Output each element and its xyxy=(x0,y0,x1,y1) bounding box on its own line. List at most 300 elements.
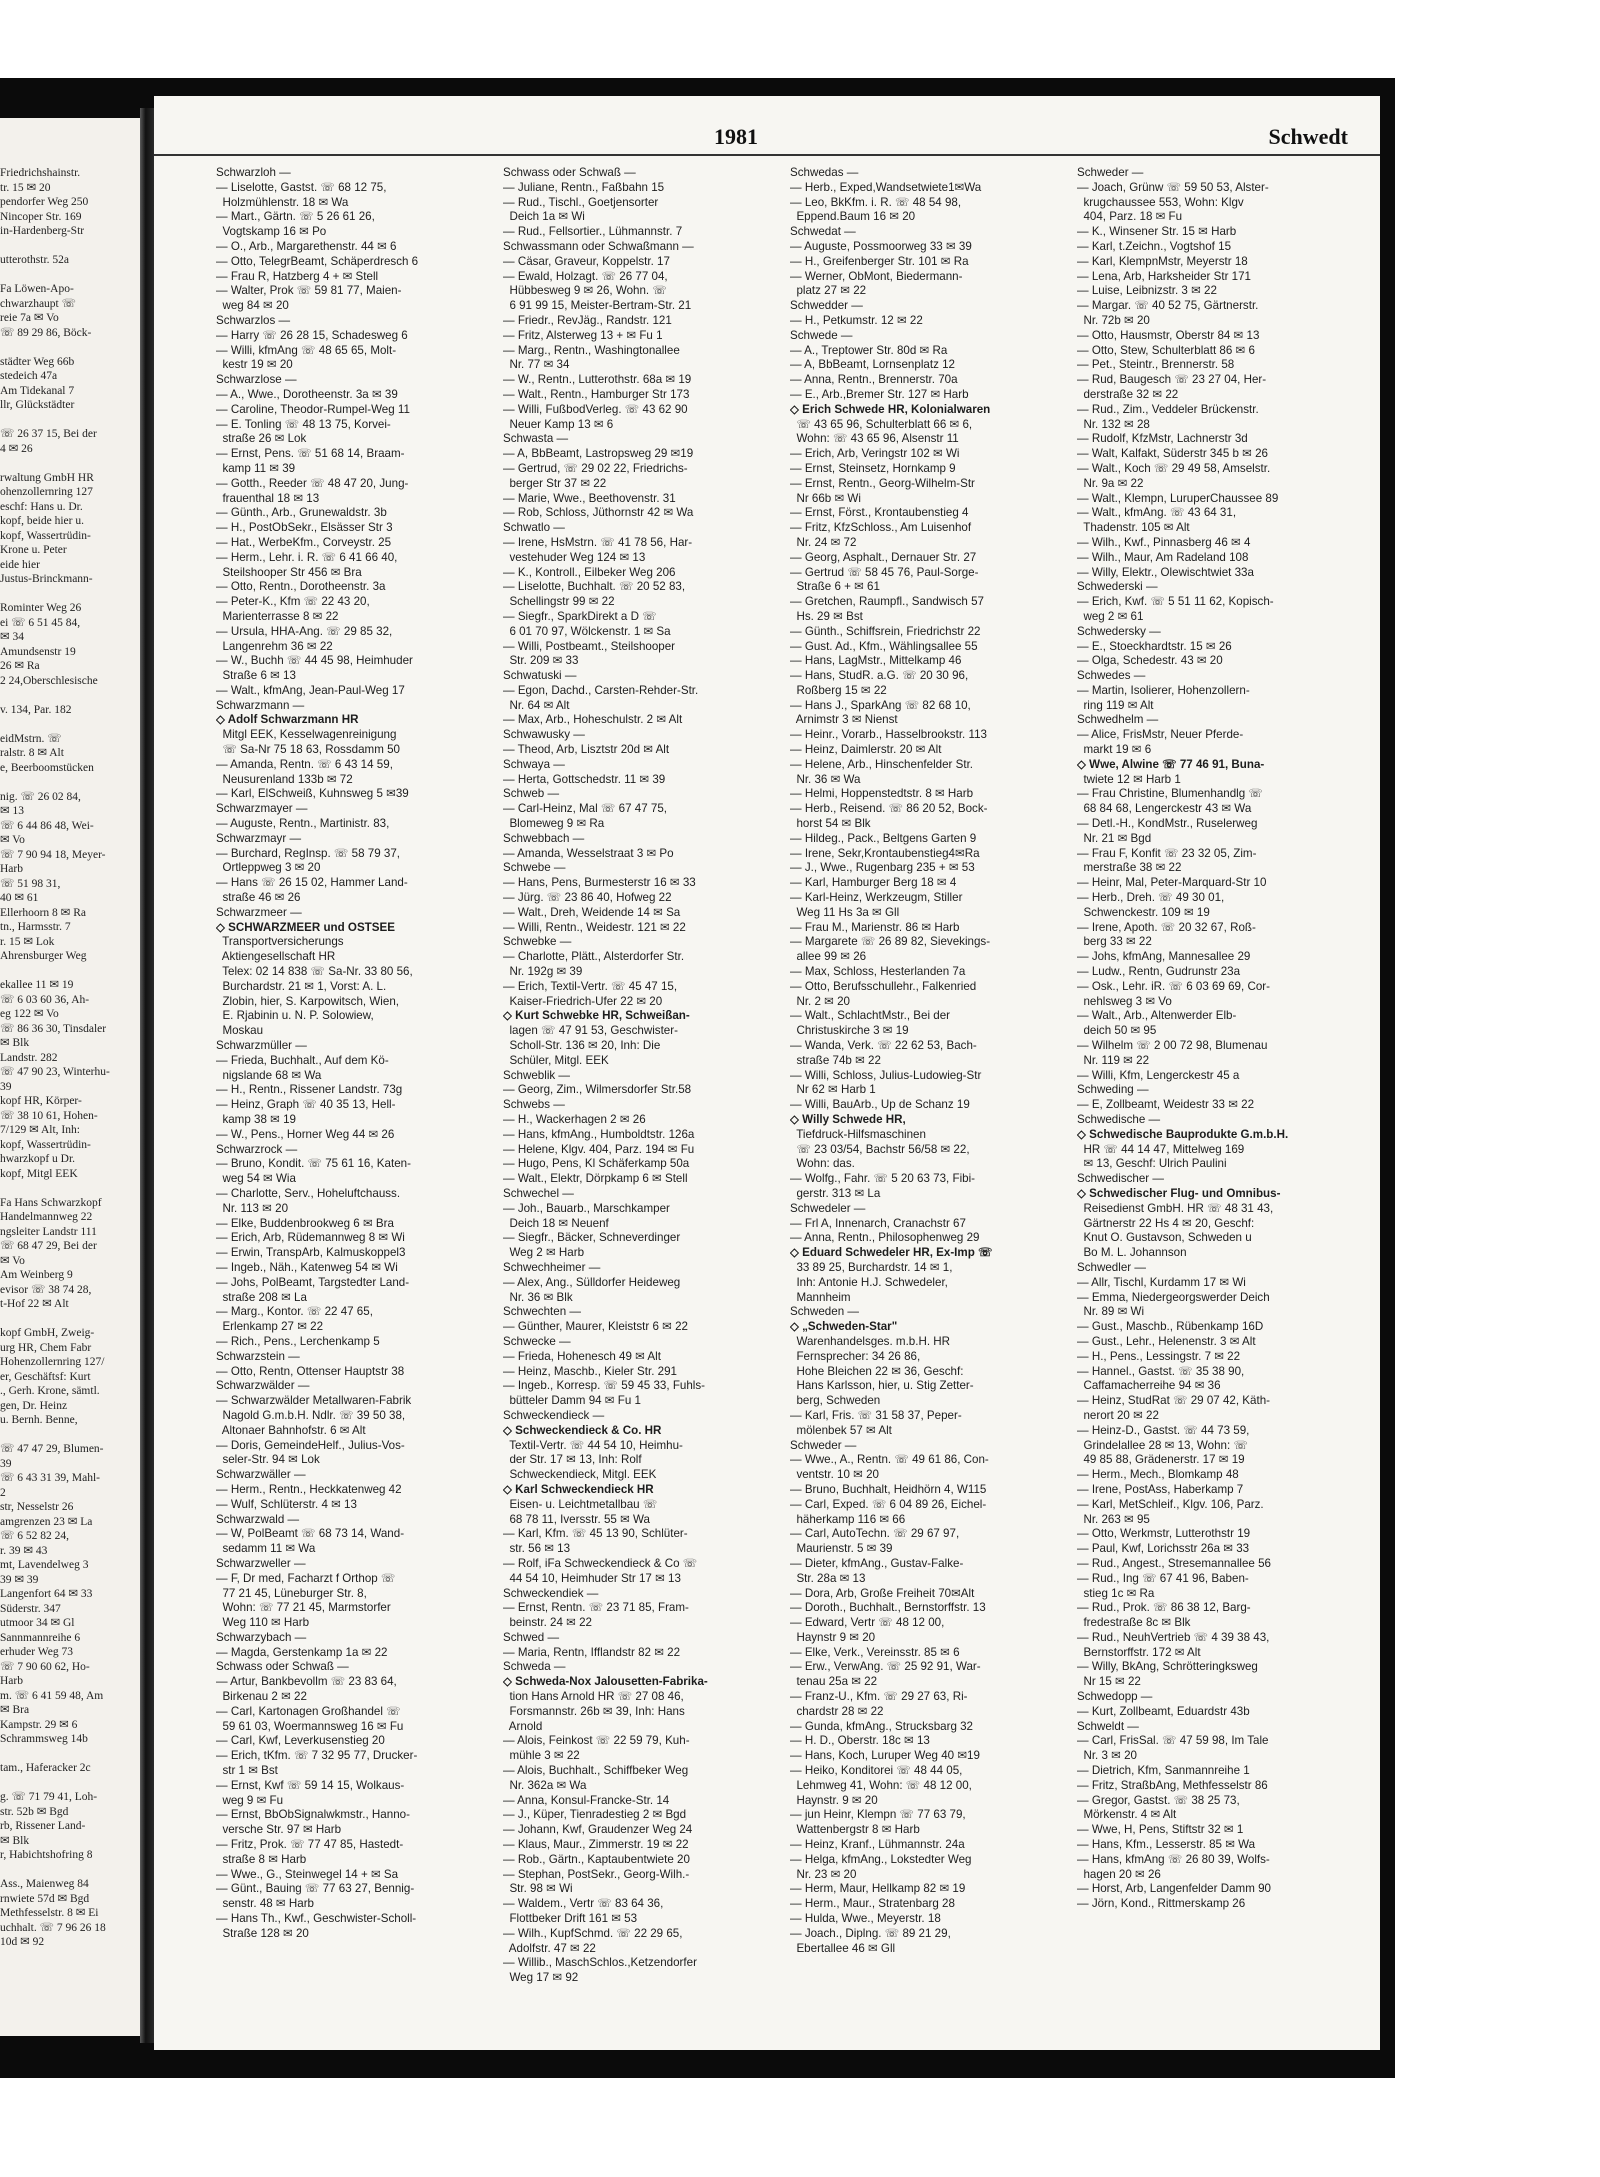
directory-line: — E., Stoeckhardtstr. 15 ✉ 26 xyxy=(1077,639,1232,653)
directory-line: — Gregor, Gastst. ☏ 38 25 73, xyxy=(1077,1793,1240,1807)
directory-line: 68 78 11, Iversstr. 55 ✉ Wa xyxy=(503,1512,650,1526)
surname-heading: Schwedischer — xyxy=(1077,1172,1164,1186)
directory-line: 40 ✉ 61 xyxy=(0,892,39,904)
directory-line: 10d ✉ 92 xyxy=(0,1936,45,1948)
directory-line: — Günt., Bauing ☏ 77 63 27, Bennig- xyxy=(216,1882,415,1896)
directory-line: Str. 209 ✉ 33 xyxy=(503,654,579,668)
directory-line: — Auguste, Rentn., Martinistr. 83, xyxy=(216,817,390,831)
directory-line: nigslande 68 ✉ Wa xyxy=(216,1068,322,1082)
directory-line: m. ☏ 6 41 59 48, Am xyxy=(0,1689,104,1702)
directory-line: r, Habichtshofring 8 xyxy=(0,1849,93,1861)
directory-line: Mitgl EEK, Kesselwagenreinigung xyxy=(216,728,397,742)
directory-line: — H., Greifenberger Str. 101 ✉ Ra xyxy=(790,254,969,268)
directory-line: — Carl, Kwf, Leverkusenstieg 20 xyxy=(216,1734,385,1748)
directory-line: Nr. 362a ✉ Wa xyxy=(503,1778,587,1792)
directory-line: merstraße 38 ✉ 22 xyxy=(1077,861,1182,875)
directory-line: e, Beerboomstücken xyxy=(0,761,94,774)
directory-line: Schweckendieck, Mitgl. EEK xyxy=(503,1468,657,1482)
directory-line: — Stephan, PostSekr., Georg-Wilh.- xyxy=(503,1867,690,1881)
directory-line: gerstr. 313 ✉ La xyxy=(790,1186,881,1200)
directory-line: — Erich, Textil-Vertr. ☏ 45 47 15, xyxy=(503,979,678,993)
directory-line xyxy=(0,1181,140,1196)
directory-line: straße 26 ✉ Lok xyxy=(216,432,307,446)
directory-line: Aktiengesellschaft HR xyxy=(216,950,336,964)
surname-heading: Schwechheimer — xyxy=(503,1260,601,1274)
directory-line: — Amanda, Wesselstraat 3 ✉ Po xyxy=(503,846,674,860)
surname-heading: Schwarzwäller — xyxy=(216,1468,306,1482)
directory-line: — H., Petkumstr. 12 ✉ 22 xyxy=(790,313,923,327)
directory-line: — Heinz, Kranf., Lühmannstr. 24a xyxy=(790,1838,965,1852)
directory-line: ◇ SCHWARZMEER und OSTSEE xyxy=(216,920,395,934)
directory-line: Nr. 23 ✉ 20 xyxy=(790,1867,857,1881)
directory-line xyxy=(0,1747,140,1762)
directory-line: — Marg., Rentn., Washingtonallee xyxy=(503,343,680,357)
surname-heading: Schweden — xyxy=(790,1305,859,1319)
directory-line: twiete 12 ✉ Harb 1 xyxy=(1077,772,1181,786)
directory-line: versche Str. 97 ✉ Harb xyxy=(216,1823,342,1837)
directory-line: Schüler, Mitgl. EEK xyxy=(503,1053,609,1067)
directory-line: 26 ✉ Ra xyxy=(0,660,40,672)
directory-line: der Str. 17 ✉ 13, Inh: Rolf xyxy=(503,1453,642,1467)
directory-line: straße 208 ✉ La xyxy=(216,1290,307,1304)
directory-line: 7/129 ✉ Alt, Inh: xyxy=(0,1124,80,1136)
directory-line: stedeich 47a xyxy=(0,370,58,382)
directory-line: ◇ Eduard Schwedeler HR, Ex-Imp ☏ xyxy=(790,1246,993,1260)
directory-line: — Karl, ElSchweiß, Kuhnsweg 5 ✉39 xyxy=(216,787,409,801)
directory-line: Nr. 36 ✉ Wa xyxy=(790,772,861,786)
surname-heading: Schwassmann oder Schwaßmann — xyxy=(503,239,694,253)
surname-heading: Schwebs — xyxy=(503,1098,565,1112)
directory-line: — Wilh., Kwf., Pinnasberg 46 ✉ 4 xyxy=(1077,535,1251,549)
directory-line: Neuer Kamp 13 ✉ 6 xyxy=(503,417,614,431)
directory-line: ☏ 6 03 60 36, Ah- xyxy=(0,993,90,1006)
directory-line: — Rob., Gärtn., Kaptaubentwiete 20 xyxy=(503,1852,690,1866)
directory-line: — Max, Arb., Hoheschulstr. 2 ✉ Alt xyxy=(503,713,683,727)
directory-line: Haynstr. 9 ✉ 20 xyxy=(790,1793,878,1807)
directory-line: ☏ 38 10 61, Hohen- xyxy=(0,1109,98,1122)
directory-line: ✉ Blk xyxy=(0,1834,30,1847)
directory-line: — Max, Schloss, Hesterlanden 7a xyxy=(790,965,966,979)
directory-line: str. 52b ✉ Bgd xyxy=(0,1805,69,1818)
directory-line: Arnimstr 3 ✉ Nienst xyxy=(790,713,898,727)
directory-line: tn., Harmsstr. 7 xyxy=(0,921,71,933)
directory-line: Str. 28a ✉ 13 xyxy=(790,1571,866,1585)
directory-line: — Walt., SchlachtMstr., Bei der xyxy=(790,1009,950,1023)
directory-line: Eppend.Baum 16 ✉ 20 xyxy=(790,210,916,224)
directory-line: frauenthal 18 ✉ 13 xyxy=(216,491,320,505)
directory-line: rwaltung GmbH HR xyxy=(0,471,94,484)
directory-line: — Marie, Wwe., Beethovenstr. 31 xyxy=(503,491,676,505)
directory-line: Friedrichshainstr. xyxy=(0,167,81,179)
directory-line: — Otto, Rentn., Dorotheenstr. 3a xyxy=(216,580,386,594)
directory-line: — Wanda, Verk. ☏ 22 62 53, Bach- xyxy=(790,1039,977,1053)
directory-line: — Ernst, Rentn., Georg-Wilhelm-Str xyxy=(790,476,975,490)
directory-line: kopf, Wassertrüdin- xyxy=(0,1138,91,1151)
directory-line: — Irene, PostAss, Haberkamp 7 xyxy=(1077,1482,1244,1496)
directory-line: tenau 25a ✉ 22 xyxy=(790,1675,878,1689)
directory-line: Nagold G.m.b.H. Ndlr. ☏ 39 50 38, xyxy=(216,1408,406,1422)
directory-line: Mannheim xyxy=(790,1290,851,1304)
directory-line: — E. Tonling ☏ 48 13 75, Korvei- xyxy=(216,417,391,431)
directory-line: — Doroth., Buchhalt., Bernstorffstr. 13 xyxy=(790,1601,986,1615)
directory-line: — Waldem., Vertr ☏ 83 64 36, xyxy=(503,1897,664,1911)
directory-line: — Wilhelm ☏ 2 00 72 98, Blumenau xyxy=(1077,1039,1268,1053)
directory-line: — A, BbBeamt, Lastropsweg 29 ✉19 xyxy=(503,447,694,461)
directory-line: Nr. 36 ✉ Blk xyxy=(503,1290,573,1304)
directory-line: ☏ 47 90 23, Winterhu- xyxy=(0,1066,110,1078)
directory-line: — Hans, LagMstr., Mittelkamp 46 xyxy=(790,654,962,668)
directory-line: — Hans, kfmAng ☏ 26 80 39, Wolfs- xyxy=(1077,1852,1270,1866)
directory-line: ☏ 51 98 31, xyxy=(0,877,61,890)
directory-line: Am Weinberg 9 xyxy=(0,1269,73,1281)
directory-line: — J., Küper, Tienradestieg 2 ✉ Bgd xyxy=(503,1808,687,1822)
directory-line: Schrammsweg 14b xyxy=(0,1733,88,1745)
directory-line: — Elke, Verk., Vereinsstr. 85 ✉ 6 xyxy=(790,1645,960,1659)
directory-line: Deich 18 ✉ Neuenf xyxy=(503,1216,609,1230)
directory-line: — Otto, Stew, Schulterblatt 86 ✉ 6 xyxy=(1077,343,1255,357)
directory-line: — Ernst, Rentn. ☏ 23 71 85, Fram- xyxy=(503,1601,689,1615)
directory-line: Amundsenstr 19 xyxy=(0,645,76,658)
directory-line: — Ernst, BbObSignalwkmstr., Hanno- xyxy=(216,1808,410,1822)
directory-line: Landstr. 282 xyxy=(0,1051,58,1064)
surname-heading: Schwarzlos — xyxy=(216,313,291,327)
directory-line: Wohn: das. xyxy=(790,1157,855,1171)
directory-line: — Ernst, Kwf ☏ 59 14 15, Wolkaus- xyxy=(216,1778,405,1792)
surname-heading: Schwarzmüller — xyxy=(216,1039,307,1053)
directory-line: — Anna, Konsul-Francke-Str. 14 xyxy=(503,1793,670,1807)
directory-line: — A., Wwe., Dorotheenstr. 3a ✉ 39 xyxy=(216,387,398,401)
directory-line: — Wwe., G., Steinwegel 14 + ✉ Sa xyxy=(216,1867,399,1881)
directory-line: Hohenzollernring 127/ xyxy=(0,1356,105,1368)
directory-line: — Karl, t.Zeichn., Vogtshof 15 xyxy=(1077,239,1232,253)
surname-heading: Schwedat — xyxy=(790,225,856,239)
directory-line: 2 xyxy=(0,1486,6,1499)
directory-line: ☏ 6 43 31 39, Mahl- xyxy=(0,1472,100,1484)
surname-heading: Schwasta — xyxy=(503,432,569,446)
directory-line: nig. ☏ 26 02 84, xyxy=(0,790,81,803)
directory-line: — Caroline, Theodor-Rumpel-Weg 11 xyxy=(216,402,410,416)
directory-line: ☏ 6 44 86 48, Wei- xyxy=(0,819,94,832)
directory-line: Langenrehm 36 ✉ 22 xyxy=(216,639,333,653)
directory-line xyxy=(0,456,140,471)
directory-line xyxy=(0,1312,140,1327)
directory-line: — Dietrich, Kfm, Sanmannreihe 1 xyxy=(1077,1764,1250,1778)
directory-line: Wohn: ☏ 77 21 45, Marmstorfer xyxy=(216,1601,391,1615)
directory-line: — Hat., WerbeKfm., Corveystr. 25 xyxy=(216,535,392,549)
directory-line: — Dora, Arb, Große Freiheit 70✉Alt xyxy=(790,1586,975,1600)
surname-heading: Schwederski — xyxy=(1077,580,1158,594)
directory-line: — Otto, Hausmstr, Oberstr 84 ✉ 13 xyxy=(1077,328,1260,342)
directory-line: Burchardstr. 21 ✉ 1, Vorst: A. L. xyxy=(216,979,387,993)
directory-line: Weg 110 ✉ Harb xyxy=(216,1616,310,1630)
directory-column-3 xyxy=(790,166,1069,2036)
directory-line: Caffamacherreihe 94 ✉ 36 xyxy=(1077,1379,1221,1393)
directory-line: ei ☏ 6 51 45 84, xyxy=(0,616,81,629)
directory-line: — Alex, Ang., Sülldorfer Heideweg xyxy=(503,1275,681,1289)
directory-line: — Rud., NeuhVertrieb ☏ 4 39 38 43, xyxy=(1077,1630,1270,1644)
directory-line: Justus-Brinckmann- xyxy=(0,573,93,585)
directory-line: hagen 20 ✉ 26 xyxy=(1077,1867,1161,1881)
directory-line: — Karl-Heinz, Werkzeugm, Stiller xyxy=(790,891,963,905)
directory-line: — Alois, Buchhalt., Schiffbeker Weg xyxy=(503,1764,689,1778)
directory-line: Ellerhoorn 8 ✉ Ra xyxy=(0,906,86,919)
directory-line: — Carl, AutoTechn. ☏ 29 67 97, xyxy=(790,1527,960,1541)
directory-line: derstraße 32 ✉ 22 xyxy=(1077,387,1179,401)
directory-line: Lehmweg 41, Wohn: ☏ 48 12 00, xyxy=(790,1778,972,1792)
directory-line: — Fritz, KfzSchloss., Am Luisenhof xyxy=(790,521,972,535)
directory-line: — Georg, Zim., Wilmersdorfer Str.58 xyxy=(503,1083,692,1097)
directory-line: u. Bernh. Benne, xyxy=(0,1414,78,1426)
directory-line: — Carl, Kartonagen Großhandel ☏ xyxy=(216,1704,401,1718)
directory-line: — K., Winsener Str. 15 ✉ Harb xyxy=(1077,225,1237,239)
surname-heading: Schwedhelm — xyxy=(1077,713,1159,727)
directory-line: platz 27 ✉ 22 xyxy=(790,284,867,298)
page-number: 1981 xyxy=(714,124,758,149)
directory-line: — Bruno, Buchhalt, Heidhörn 4, W115 xyxy=(790,1482,987,1496)
directory-line: städter Weg 66b xyxy=(0,355,75,368)
directory-line: — H. D., Oberstr. 18c ✉ 13 xyxy=(790,1734,930,1748)
directory-line: str. 56 ✉ 13 xyxy=(503,1542,571,1556)
directory-line: — Irene, HsMstrn. ☏ 41 78 56, Har- xyxy=(503,535,693,549)
directory-line: — Gretchen, Raumpfl., Sandwisch 57 xyxy=(790,595,984,609)
directory-line: Nr. 21 ✉ Bgd xyxy=(1077,831,1152,845)
directory-line: Warenhandelsges. m.b.H. HR xyxy=(790,1334,951,1348)
directory-line: — Ewald, Holzagt. ☏ 26 77 04, xyxy=(503,269,668,283)
directory-line: llr, Glückstädter xyxy=(0,399,75,411)
surname-heading: Schwarzlose — xyxy=(216,373,297,387)
directory-line: — Alois, Feinkost ☏ 22 59 79, Kuh- xyxy=(503,1734,690,1748)
directory-line: uchhalt. ☏ 7 96 26 18 xyxy=(0,1921,106,1934)
directory-line: weg 2 ✉ 61 xyxy=(1077,609,1144,623)
directory-line: rb, Rissener Land- xyxy=(0,1820,86,1832)
surname-heading: Schwedische — xyxy=(1077,1113,1161,1126)
directory-line: Arnold xyxy=(503,1719,543,1733)
directory-line: tam., Haferacker 2c xyxy=(0,1762,91,1774)
directory-line: weg 84 ✉ 20 xyxy=(216,299,289,313)
directory-line: — Hugo, Pens, Kl Schäferkamp 50a xyxy=(503,1157,690,1171)
directory-line: — E, Zollbeamt, Weidestr 33 ✉ 22 xyxy=(1077,1098,1255,1112)
directory-line: Telex: 02 14 838 ☏ Sa-Nr. 33 80 56, xyxy=(216,965,413,979)
directory-line: — F, Dr med, Facharzt f Orthop ☏ xyxy=(216,1571,396,1585)
directory-line: Nr. 3 ✉ 20 xyxy=(1077,1749,1137,1763)
directory-line: — Walt., kfmAng, Jean-Paul-Weg 17 xyxy=(216,683,405,697)
directory-line: Holzmühlenstr. 18 ✉ Wa xyxy=(216,195,349,209)
directory-line: chardstr 28 ✉ 22 xyxy=(790,1704,884,1718)
directory-line: — W, PolBeamt ☏ 68 73 14, Wand- xyxy=(216,1527,405,1541)
directory-line: — Carl, Exped. ☏ 6 04 89 26, Eichel- xyxy=(790,1497,987,1511)
directory-line: — Werner, ObMont, Biedermann- xyxy=(790,269,963,283)
directory-line: Hans Karlsson, hier, u. Stig Zetter- xyxy=(790,1379,974,1393)
directory-line: Fernsprecher: 34 26 86, xyxy=(790,1349,921,1363)
directory-line: Grindelallee 28 ✉ 13, Wohn: ☏ xyxy=(1077,1438,1248,1452)
directory-line: kamp 11 ✉ 39 xyxy=(216,461,296,475)
directory-line: — Herm, Maur, Hellkamp 82 ✉ 19 xyxy=(790,1882,966,1896)
directory-line: tion Hans Arnold HR ☏ 27 08 46, xyxy=(503,1690,684,1704)
directory-line: — Günther, Maurer, Kleiststr 6 ✉ 22 xyxy=(503,1320,688,1334)
directory-line: — Herm., Lehr. i. R. ☏ 6 41 66 40, xyxy=(216,550,398,564)
directory-line: fredestraße 8c ✉ Blk xyxy=(1077,1616,1191,1630)
running-title: Schwedt xyxy=(1268,124,1348,149)
directory-line xyxy=(0,587,140,602)
directory-line: — Gunda, kfmAng., Strucksbarg 32 xyxy=(790,1719,974,1733)
directory-line: — Heinr., Vorarb., Hasselbrookstr. 113 xyxy=(790,728,987,742)
surname-heading: Schweder — xyxy=(1077,166,1144,179)
directory-column-4 xyxy=(1077,166,1356,2036)
directory-line: Moskau xyxy=(216,1024,264,1038)
directory-line: — Allr, Tischl, Kurdamm 17 ✉ Wi xyxy=(1077,1275,1246,1289)
surname-heading: Schwatuski — xyxy=(503,669,577,683)
directory-column-1 xyxy=(216,166,495,2036)
directory-line: — Erich, Arb, Rüdemannweg 8 ✉ Wi xyxy=(216,1231,405,1245)
directory-line: Sannmannreihe 6 xyxy=(0,1631,81,1644)
directory-line: — Johs, kfmAng, Mannesallee 29 xyxy=(1077,950,1251,964)
directory-line: — Hannel., Gastst. ☏ 35 38 90, xyxy=(1077,1364,1245,1378)
directory-line: — Hans Th., Kwf., Geschwister-Scholl- xyxy=(216,1912,417,1926)
directory-line: Tiefdruck-Hilfsmaschinen xyxy=(790,1127,926,1141)
directory-line: 39 xyxy=(0,1457,12,1470)
directory-line: — Helmi, Hoppenstedtstr. 8 ✉ Harb xyxy=(790,787,974,801)
directory-line: ◇ Schwedische Bauprodukte G.m.b.H. xyxy=(1077,1127,1289,1141)
directory-line: 6 91 99 15, Meister-Bertram-Str. 21 xyxy=(503,299,692,313)
directory-line: mühle 3 ✉ 22 xyxy=(503,1749,580,1763)
surname-heading: Schwarzweller — xyxy=(216,1556,306,1570)
directory-line: — Heinz, Maschb., Kieler Str. 291 xyxy=(503,1364,677,1378)
directory-line: Weg 2 ✉ Harb xyxy=(503,1246,585,1260)
directory-line: — W., Rentn., Lutterothstr. 68a ✉ 19 xyxy=(503,373,692,387)
directory-line: kopf GmbH, Zweig- xyxy=(0,1327,95,1339)
directory-line: — Schwarzwälder Metallwaren-Fabrik xyxy=(216,1394,412,1408)
directory-line: — Ingeb., Korresp. ☏ 59 45 33, Fuhls- xyxy=(503,1379,706,1393)
directory-line: — Herb., Reisend. ☏ 86 20 52, Bock- xyxy=(790,802,988,816)
directory-line: — Willi, BauArb., Up de Schanz 19 xyxy=(790,1098,970,1112)
directory-line: — O., Arb., Margarethenstr. 44 ✉ 6 xyxy=(216,239,397,253)
directory-line: — W., Buchh ☏ 44 45 98, Heimhuder xyxy=(216,654,413,668)
surname-heading: Schwechel — xyxy=(503,1186,574,1200)
directory-line: — Mart., Gärtn. ☏ 5 26 61 26, xyxy=(216,210,375,224)
directory-line xyxy=(0,688,140,703)
directory-line: berger Str 37 ✉ 22 xyxy=(503,476,607,490)
directory-line: Nr. 119 ✉ 22 xyxy=(1077,1053,1150,1067)
directory-line: ohenzollernring 127 xyxy=(0,486,93,498)
surname-heading: Schwarzmayer — xyxy=(216,802,308,816)
directory-line: Flottbeker Drift 161 ✉ 53 xyxy=(503,1912,638,1926)
directory-line: — Gertrud ☏ 58 45 76, Paul-Sorge- xyxy=(790,565,979,579)
directory-line: senstr. 48 ✉ Harb xyxy=(216,1897,314,1911)
directory-line: Adolfstr. 47 ✉ 22 xyxy=(503,1941,596,1955)
directory-line: 2 24,Oberschlesische xyxy=(0,674,98,687)
directory-line: Nr. 2 ✉ 20 xyxy=(790,994,850,1008)
directory-line: — Frau Christine, Blumenhandlg ☏ xyxy=(1077,787,1263,801)
directory-line: — W., Pens., Horner Weg 44 ✉ 26 xyxy=(216,1127,395,1141)
directory-line: — Karl, MetSchleif., Klgv. 106, Parz. xyxy=(1077,1497,1264,1511)
directory-line: ◇ Willy Schwede HR, xyxy=(790,1113,906,1126)
directory-line: eide hier xyxy=(0,558,40,571)
directory-line: — Carl, FrisSal. ☏ 47 59 98, Im Tale xyxy=(1077,1734,1269,1748)
directory-line: — Rob, Schloss, Jüthornstr 42 ✉ Wa xyxy=(503,506,694,520)
directory-line: Inh: Antonie H.J. Schwedeler, xyxy=(790,1275,948,1289)
directory-line: — Walt., Rentn., Hamburger Str 173 xyxy=(503,387,690,401)
directory-line xyxy=(0,413,140,428)
directory-line: — Rich., Pens., Lerchenkamp 5 xyxy=(216,1334,380,1348)
directory-line: ☏ 6 52 82 24, xyxy=(0,1530,70,1542)
directory-line: Nr. 24 ✉ 72 xyxy=(790,535,857,549)
directory-line: Birkenau 2 ✉ 22 xyxy=(216,1690,307,1704)
directory-line: — Gertrud, ☏ 29 02 22, Friedrichs- xyxy=(503,461,688,475)
directory-line: straße 8 ✉ Harb xyxy=(216,1852,307,1866)
directory-line: nehlsweg 3 ✉ Vo xyxy=(1077,994,1172,1008)
directory-line: Nr. 89 ✉ Wi xyxy=(1077,1305,1145,1319)
directory-line: ☏ 26 37 15, Bei der xyxy=(0,428,97,440)
directory-line: ✉ Vo xyxy=(0,834,25,846)
directory-line: Nr. 77 ✉ 34 xyxy=(503,358,570,372)
directory-line: 44 54 10, Heimhuder Str 17 ✉ 13 xyxy=(503,1571,681,1585)
directory-line: — Frl A, Innenarch, Cranachstr 67 xyxy=(790,1216,966,1230)
directory-line: Nr. 132 ✉ 28 xyxy=(1077,417,1150,431)
directory-line: ventstr. 10 ✉ 20 xyxy=(790,1468,879,1482)
directory-line: Straße 128 ✉ 20 xyxy=(216,1926,309,1940)
directory-line: Neusurenland 133b ✉ 72 xyxy=(216,772,353,786)
directory-line: — Elke, Buddenbrookweg 6 ✉ Bra xyxy=(216,1216,394,1230)
directory-line: rnwiete 57d ✉ Bgd xyxy=(0,1892,90,1905)
directory-line: Ass., Maienweg 84 xyxy=(0,1878,89,1890)
surname-heading: Schwarzloh — xyxy=(216,166,291,179)
directory-line: Am Tidekanal 7 xyxy=(0,384,75,397)
directory-line: Nr. 192g ✉ 39 xyxy=(503,965,583,979)
directory-line: Weg 17 ✉ 92 xyxy=(503,1971,579,1985)
directory-line: eg 122 ✉ Vo xyxy=(0,1008,59,1020)
directory-line: Forsmannstr. 26b ✉ 39, Inh: Hans xyxy=(503,1704,685,1718)
directory-line: — Fritz, Alsterweg 13 + ✉ Fu 1 xyxy=(503,328,663,342)
directory-line: — Fritz, Prok. ☏ 77 47 85, Hastedt- xyxy=(216,1838,404,1852)
directory-line: — Emma, Niedergeorgswerder Deich xyxy=(1077,1290,1270,1304)
directory-line: — Frau M., Marienstr. 86 ✉ Harb xyxy=(790,920,960,934)
directory-line: — Karl, KlempnMstr, Meyerstr 18 xyxy=(1077,254,1248,268)
directory-line: Textil-Vertr. ☏ 44 54 10, Heimhu- xyxy=(503,1438,683,1452)
surname-heading: Schwecke — xyxy=(503,1334,571,1348)
directory-line: — Hans, Koch, Luruper Weg 40 ✉19 xyxy=(790,1749,980,1763)
directory-line: — Hans J., SparkAng ☏ 82 68 10, xyxy=(790,698,971,712)
directory-line: — Wilh., KupfSchmd. ☏ 22 29 65, xyxy=(503,1926,683,1940)
directory-line: Harb xyxy=(0,863,23,875)
directory-line: ☏ 7 90 94 18, Meyer- xyxy=(0,848,106,861)
directory-line: ◇ Adolf Schwarzmann HR xyxy=(216,713,359,727)
surname-heading: Schwechten — xyxy=(503,1305,581,1319)
surname-heading: Schwarzmayr — xyxy=(216,831,302,845)
directory-line: Krone u. Peter xyxy=(0,544,67,556)
directory-line xyxy=(0,340,140,355)
directory-columns xyxy=(216,166,1356,2036)
directory-line: ◇ Schwedischer Flug- und Omnibus- xyxy=(1077,1186,1281,1200)
directory-line: Altonaer Bahnhofstr. 6 ✉ Alt xyxy=(216,1423,366,1437)
directory-line: — Hildeg., Pack., Beltgens Garten 9 xyxy=(790,831,977,845)
directory-line: — Willi, Rentn., Weidestr. 121 ✉ 22 xyxy=(503,920,686,934)
directory-line: r. 15 ✉ Lok xyxy=(0,935,55,948)
directory-line: Nr 62 ✉ Harb 1 xyxy=(790,1083,876,1097)
directory-line: — Egon, Dachd., Carsten-Rehder-Str. xyxy=(503,683,699,697)
directory-line: ralstr. 8 ✉ Alt xyxy=(0,747,64,759)
directory-line: — Herm., Rentn., Heckkatenweg 42 xyxy=(216,1482,402,1496)
directory-line: Transportversicherungs xyxy=(216,935,344,949)
directory-line: — Irene, Sekr,Krontaubenstieg4✉Ra xyxy=(790,846,980,860)
directory-line: 4 ✉ 26 xyxy=(0,442,33,455)
directory-line: ◇ Schweda-Nox Jalousetten-Fabrika- xyxy=(503,1675,708,1689)
directory-line: chwarzhaupt ☏ xyxy=(0,297,77,310)
directory-line: Ahrensburger Weg xyxy=(0,950,87,962)
directory-line: — Siegfr., Bäcker, Schneverdinger xyxy=(503,1231,681,1245)
directory-line: — Johann, Kwf, Graudenzer Weg 24 xyxy=(503,1823,693,1837)
surname-heading: Schwarzwälder — xyxy=(216,1379,310,1393)
directory-line: 33 89 25, Burchardstr. 14 ✉ 1, xyxy=(790,1260,953,1274)
